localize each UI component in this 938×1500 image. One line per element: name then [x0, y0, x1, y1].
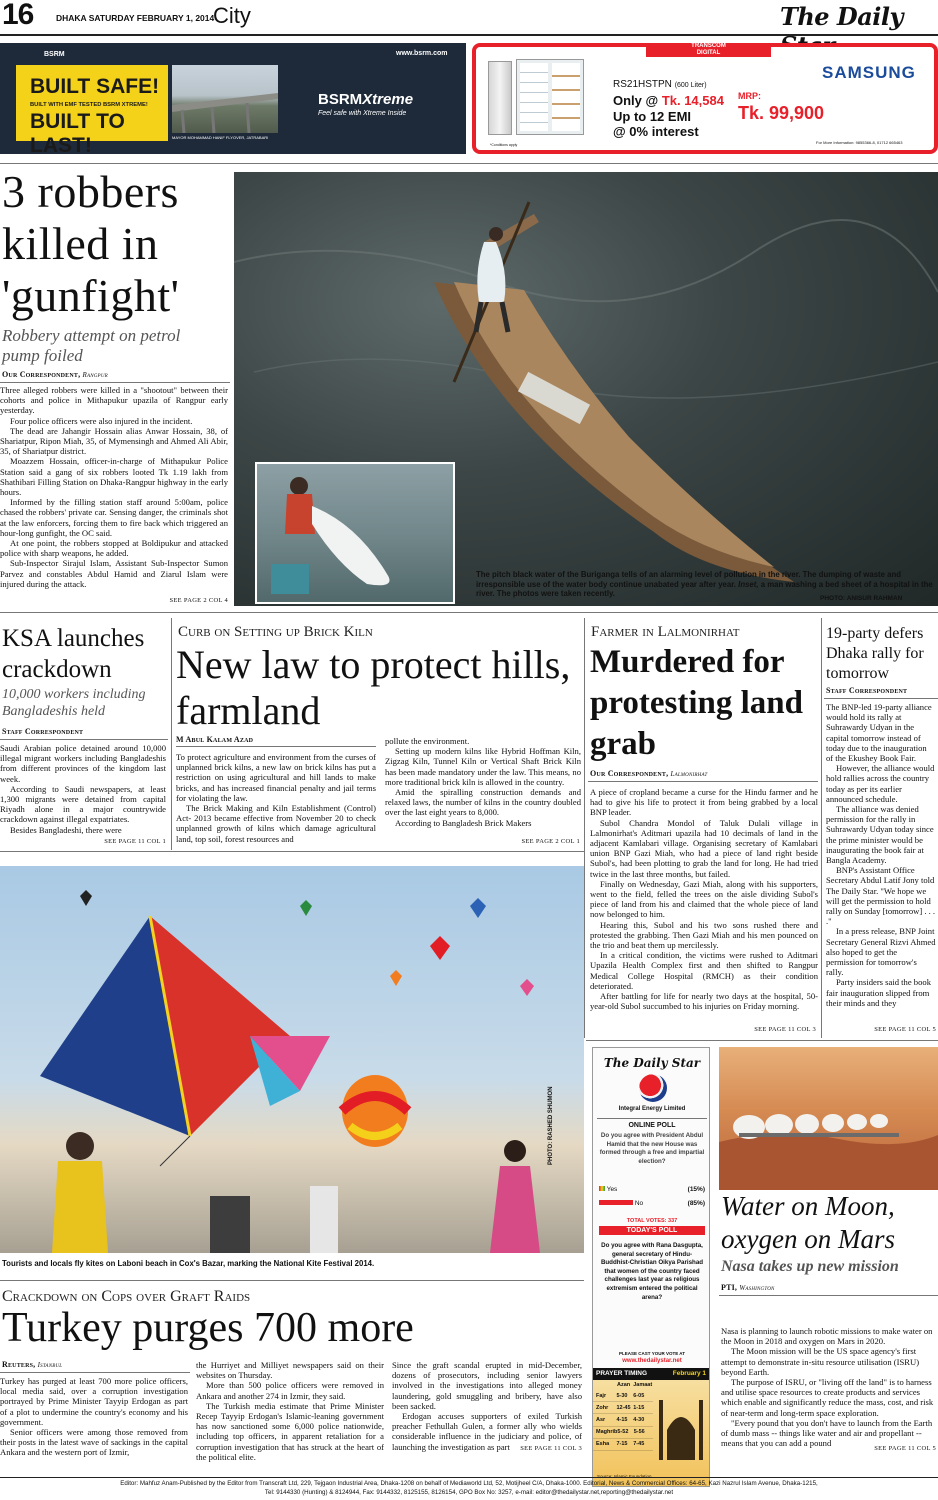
todays-poll-question: Do you agree with Rana Dasgupta, general secretary of Hindu-Buddhist-Christian Oikya Parishad that women of the country faced challenges last year as religious extremism entered the political arena? [600, 1242, 704, 1301]
murder-jump[interactable]: SEE PAGE 11 COL 3 [754, 1026, 816, 1033]
prayer-date: February 1 [672, 1370, 706, 1377]
murder-dateline: Lalmonirhat [670, 770, 708, 778]
prayer-head-azan: Azan [617, 1382, 631, 1388]
robbers-p3: The dead are Jahangir Hossain alias Anwar Hossain, 38, of Shariatpur, Ripon Miah, 35, of Mymensingh and Ahmed Ali Abir, 35, of Shariatpur district. [0, 425, 228, 457]
bnp-p1: The BNP-led 19-party alliance would hold its rally at Suhrawardy Udyan in the capital tomorrow instead of today due to the inauguration of the Ekushey Book Fair. [826, 702, 932, 764]
robbers-p7: Sub-Inspector Sirajul Islam, Assistant Sub-Inspector Sumon Parvez and constables Abdul Hamid and Ziarul Islam were injured during the attack. [0, 558, 228, 589]
mars-habitat-drawing [719, 1047, 938, 1190]
prayer-row [593, 1402, 653, 1414]
prayer-rows [593, 1390, 653, 1451]
robbers-dateline: Rangpur [82, 371, 108, 379]
moon-body [721, 1326, 936, 1448]
bsrm-tagline: Feel safe with Xtreme Inside [318, 110, 407, 117]
kites-caption: Tourists and locals fly kites on Laboni beach in Cox's Bazar, marking the National Kite Festival 2014. [2, 1259, 375, 1268]
turkey-byline [2, 1360, 62, 1369]
prayer-name: Fajr [596, 1392, 607, 1399]
robbers-byline [2, 370, 108, 379]
poll-yes-label: Yes [606, 1186, 618, 1193]
murder-p6: After battling for life for nearly two days at the hospital, 50-year-old Subol succumbed to his injuries on Friday morning. [590, 991, 818, 1012]
prayer-row [593, 1427, 653, 1439]
prayer-head-jamaat: Jamaat [633, 1382, 653, 1388]
poll-no-pct: (85%) [687, 1200, 705, 1207]
murder-headline: Murdered for protesting land grab [590, 644, 804, 762]
robbers-byline-rule [0, 382, 230, 383]
bnp-p5: In a press release, BNP Joint Secretary General Rizvi Ahmed also hoped to get the permission for tomorrow's rally. [826, 926, 936, 978]
prayer-row [593, 1439, 653, 1451]
bnp-rule [824, 698, 938, 699]
prayer-jamaat-time: 1-15 [633, 1404, 645, 1411]
turkey-kicker: Crackdown on Cops over Graft Raids [2, 1288, 251, 1305]
bsrm-xtreme-logo [318, 91, 413, 108]
kites-photo-credit: PHOTO: RASHED SHUMON [548, 1086, 554, 1165]
bsrm-small-logo: BSRM [44, 51, 65, 58]
prayer-jamaat-time: 6-05 [633, 1392, 645, 1399]
kiln-byline-rule [176, 746, 376, 747]
cast-vote-label: PLEASE CAST YOUR VOTE AT [619, 1351, 685, 1356]
bnp-byline: Staff Correspondent [826, 686, 908, 695]
paper-nameplate: The Daily [780, 2, 903, 31]
kiln-col2-p4: According to Bangladesh Brick Makers [395, 817, 532, 828]
page-number: 16 [2, 0, 34, 31]
robbers-p5: Informed by the filling station staff around 5:00am, police chased the robbers' private car. Sensing danger, the criminals shot at the law enforcers, forcing them to fire back which triggered an hour-long gunfight, the OC said. [0, 497, 228, 538]
prayer-box [593, 1368, 709, 1486]
moon-subhead: Nasa takes up new mission [721, 1258, 899, 1275]
robbers-headline: 3 robbers killed in 'gunfight' [2, 166, 180, 321]
bsrm-url: www.bsrm.com [396, 50, 448, 57]
poll-question: Do you agree with President Abdul Hamid that the new House was formed through a free and impartial election? [599, 1132, 705, 1165]
kiln-col2-p3: Amid the spiralling construction demands and relaxed laws, the number of kilns in the country doubled over the last eight years to 8,000. [385, 787, 581, 818]
moon-byline [721, 1283, 775, 1292]
moon-p3: The purpose of ISRU, or "living off the land" is to harness and utilise space resources to create products and services which enable and significantly reduce the mass, cost, and risk of near-term and long-term space exploration. [721, 1377, 934, 1418]
prayer-azan-time: 7-15 [616, 1441, 628, 1448]
conditions: *Conditions apply [490, 143, 518, 147]
bnp-jump[interactable]: SEE PAGE 11 COL 5 [874, 1026, 936, 1033]
murder-p2: Subol Chandra Mondol of Taluk Dulali village in Lalmonirhat's Aditmari upazila had 10 decimals of land in the adjacent Kamlabari village. Organising secretary of Kamlabari union BNP Gazi Miah, who had a piece of land right beside Subol's, had been plotting to grab the land for long. He had tried twice in the last three months, but failed. [590, 817, 818, 879]
moon-jump[interactable]: SEE PAGE 11 COL 5 [874, 1445, 936, 1452]
transcom-top-b: DIGITAL [696, 50, 721, 56]
murder-col-rule [821, 618, 822, 1038]
bsrm-logo-a: BSRM [318, 91, 363, 108]
kiln-col1 [176, 752, 376, 844]
prayer-name: Esha [596, 1441, 610, 1448]
bsrm-photo-caption: MAYOR MOHAMMAD HANIF FLYOVER, JATRABARI [172, 135, 269, 140]
turkey-col2-p1: the Hurriyet and Milliyet newspapers said on their websites on Thursday. [196, 1360, 384, 1381]
todays-poll-title: TODAY'S POLL [599, 1226, 705, 1235]
moon-p2: The Moon mission will be the US space agency's first attempt to demonstrate in-situ resource utilisation (ISRU) beyond Earth. [721, 1346, 920, 1377]
prayer-name: Asr [596, 1416, 606, 1423]
turkey-col3-p1: Since the graft scandal erupted in mid-December, dozens of prosecutors, including senior lawyers involved in the investigations into alleged money laundering, gold smuggling and bribery, have also been sacked. [392, 1360, 582, 1411]
prayer-row [593, 1390, 653, 1402]
ksa-body [0, 743, 166, 835]
poll-no-bar [599, 1200, 633, 1205]
turkey-headline: Turkey purges 700 more [2, 1305, 414, 1351]
kiln-bottom-rule [0, 851, 584, 852]
moon-dateline: Washington [739, 1284, 775, 1292]
inset-washing-photo [255, 462, 455, 604]
poll-url[interactable]: www.thedailystar.net [622, 1358, 682, 1364]
poll-yes-pct: (15%) [687, 1186, 705, 1193]
footer-rule [0, 1477, 938, 1478]
poll-option-yes [599, 1186, 705, 1193]
fridge-single [488, 61, 512, 135]
moon-p1: Nasa is planning to launch robotic missions to make water on the Moon in 2018 and oxygen on Mars in 2020. [721, 1326, 933, 1347]
murder-p4: Hearing this, Subol and his two sons rushed there and protested the grabbing. Then Gazi Miah and his men pounced on the trio and beat them up mercilessly. [590, 919, 818, 951]
bnp-headline: 19-party defers Dhaka rally for tomorrow [826, 625, 924, 682]
poll-rule-1 [597, 1118, 707, 1119]
bsrm-headline-2: BUILT TO LAST! [30, 110, 125, 157]
ksa-col-rule [171, 618, 172, 850]
bsrm-headline-1: BUILT SAFE! [30, 75, 160, 98]
prayer-azan-time: 12-45 [616, 1404, 631, 1411]
poll-no-label: No [634, 1200, 644, 1207]
poll-yes-bar [599, 1186, 605, 1191]
ksa-p3: Besides Bangladeshi, there were [10, 824, 122, 835]
turkey-col1-p1: Turkey has purged at least 700 more police officers, local media said, over a corruption investigation portrayed by Prime Minister Tayyip Erdogan as part of a plot to undermine the country's economy and his government. [0, 1376, 188, 1427]
robbers-body [0, 385, 228, 593]
murder-rule [588, 781, 818, 782]
prayer-name: Zohr [596, 1404, 609, 1411]
ksa-rule [0, 739, 168, 740]
prayer-azan-time: 5-30 [616, 1392, 628, 1399]
moon-p4: "Every pound that you don't have to launch from the Earth of dumb mass -- things like water and air and propellant -- means that you can add a pound [721, 1417, 933, 1449]
samsung-ad[interactable] [472, 43, 938, 154]
river-caption-main: The pitch black water of the Buriganga tells of an alarming level of pollution in the river. The dumping of waste and irresponsible use of the water body continue unabated year after year. [476, 570, 901, 589]
moon-headline: Water on Moon, oxygen on Mars [721, 1191, 895, 1254]
kiln-jump[interactable]: SEE PAGE 2 COL 1 [521, 838, 580, 845]
robbers-p4: Moazzem Hossain, officer-in-charge of Mithapukur Police Station said a gang of six robbers looted Tk 1.19 lakh from Shathibari Filling Station on Dhaka-Rangpur highway in the early hours. [0, 456, 228, 498]
murder-kicker: Farmer in Lalmonirhat [591, 624, 740, 640]
flyover-drawing [172, 65, 278, 133]
poll-total-votes: TOTAL VOTES: 337 [626, 1218, 678, 1224]
ksa-headline: KSA launches crackdown [2, 625, 145, 683]
prayer-azan-time: 5-52 [617, 1429, 629, 1436]
turkey-col3-p2: Erdogan accuses supporters of exiled Turkish preacher Fethullah Gulen, a former ally who wields considerable influence in the judiciary and police, of launching the investigation as part [392, 1411, 582, 1452]
mrp-label: MRP: [738, 91, 761, 101]
washing-drawing [257, 464, 455, 604]
river-caption-rest: a man washing a bed sheet of a hospital in the river. The photos were taken recently. [476, 579, 933, 598]
mosque-icon [655, 1390, 707, 1470]
prayer-name: Maghrib [596, 1429, 618, 1436]
prayer-jamaat-time: 7-45 [633, 1441, 645, 1448]
kiln-col2-p1: pollute the environment. [385, 736, 470, 746]
section-rule-1 [0, 612, 938, 613]
robbers-subhead: Robbery attempt on petrol pump foiled [2, 326, 181, 365]
ksa-subhead: 10,000 workers including Bangladeshis held [2, 687, 146, 719]
turkey-col3 [392, 1360, 582, 1452]
fridge-model-name: RS21HSTPN [613, 79, 672, 90]
river-photo-credit: PHOTO: ANISUR RAHMAN [820, 595, 903, 602]
bnp-p4: BNP's Assistant Office Secretary Abdul Latif Jony told The Daily Star. "We hope we will get the permission to hold rally on Sunday [tomorrow] . . . ." [826, 865, 936, 927]
fridge-double-open [516, 59, 584, 135]
kiln-kicker: Curb on Setting up Brick Kiln [178, 624, 373, 640]
kiln-col1-p1: To protect agriculture and environment from the curses of unplanned brick kilns, a new law on brick kilns has put a restriction on using agricultural and hill lands to make bricks, and has increased financial penalty and jail terms for violating the law. [176, 752, 376, 803]
more-info: For More Information: 9855366-8, 01712 665463 [816, 140, 903, 145]
prayer-jamaat-time: 4-30 [633, 1416, 645, 1423]
river-caption-inset: Inset, [738, 579, 759, 589]
prayer-header [593, 1368, 709, 1380]
prayer-jamaat-time: 5-56 [633, 1429, 645, 1436]
sponsor-logo-icon [639, 1074, 667, 1102]
turkey-col2 [196, 1360, 384, 1462]
turkey-byline-name: Reuters, [2, 1360, 36, 1369]
poll-paper-logo: The Daily Star [603, 1056, 701, 1070]
section-rule-3 [0, 1280, 584, 1281]
ksa-jump[interactable]: SEE PAGE 11 COL 1 [104, 838, 166, 845]
bnp-p6: Party insiders said the book fair inauguration slipped from their minds and they [826, 977, 931, 1008]
moon-byline-name: PTI, [721, 1283, 738, 1292]
offer-price: Tk. 14,584 [661, 93, 724, 108]
fridge-model [613, 79, 707, 90]
online-poll-box[interactable] [592, 1047, 710, 1487]
section-rule-2 [586, 1040, 938, 1041]
emi-line: Up to 12 EMI [613, 109, 692, 124]
murder-body [590, 787, 818, 1011]
murder-p5: In a critical condition, the victims were rushed to Aditmari Upazila Health Complex first and then shifted to Rangpur Medical College Hospital (RMCH) as their condition deteriorated. [590, 950, 818, 991]
turkey-col1-p2: Senior officers were among those removed from their posts in the latest wave of sackings in the capital Ankara and the western port of Izmir, [0, 1427, 188, 1458]
bsrm-logo-b: Xtreme [362, 91, 414, 108]
footer-imprint-2: Tel: 9144330 (Hunting) & 8124944, Fax: 9144332, 8125155, 8126154, GPO Box No: 3257, e-mail: editor@thedailystar.net,reporting@thedailystar.net [264, 1489, 674, 1496]
prayer-row [593, 1414, 653, 1426]
bnp-body [826, 702, 936, 1008]
turkey-byline-rule [0, 1372, 190, 1373]
offer-line [613, 93, 724, 108]
murder-byline [590, 769, 708, 778]
prayer-col-heads [617, 1382, 652, 1388]
poll-option-no [599, 1200, 705, 1207]
bnp-p2: However, the alliance would hold rallies across the country today as per its earlier announced schedule. [826, 763, 935, 804]
robbers-jump[interactable]: SEE PAGE 2 COL 4 [169, 597, 228, 604]
section-name: City [213, 3, 251, 28]
moon-rule [719, 1295, 938, 1296]
robbers-p1: Three alleged robbers were killed in a "shootout" between their cohorts and police in Mithapukur upazila of Rangpur early yesterday. [0, 385, 228, 416]
ksa-p1: Saudi Arabian police detained around 10,000 illegal migrant workers including Bangladeshis from different provinces of the kingdom last week. [0, 743, 166, 784]
robbers-p6: At one point, the robbers stopped at Boldipukur and attacked police with sharp weapons, he added. [0, 538, 228, 559]
prayer-title: PRAYER TIMING [596, 1370, 648, 1377]
bsrm-ad[interactable] [0, 43, 466, 157]
prayer-azan-time: 4-15 [616, 1416, 628, 1423]
poll-title: ONLINE POLL [628, 1122, 676, 1129]
only-label: Only @ [613, 93, 659, 108]
ksa-byline: Staff Correspondent [2, 727, 84, 736]
kiln-col-rule [584, 618, 585, 1038]
murder-p1: A piece of cropland became a curse for the Hindu farmer and he had to give his life to protect it from being grabbed by a local BNP leader. [590, 787, 818, 818]
kiln-col2-p2: Setting up modern kilns like Hybrid Hoffman Kiln, Zigzag Kiln, Tunnel Kiln or Vertical Shaft Brick Kiln has been made mandatory under the law. This means, no more traditional brick kiln is allowed in the country. [385, 746, 581, 787]
samsung-logo: SAMSUNG [822, 63, 916, 82]
interest-line: @ 0% interest [613, 124, 699, 139]
bsrm-yellow-panel [16, 65, 168, 157]
masthead-rule [0, 34, 938, 36]
poll-sponsor: Integral Energy Limited [618, 1106, 686, 1112]
ksa-p2: According to Saudi newspapers, at least 1,300 migrants were detained from capital Riyadh alone in a major countrywide crackdown against illegal expatriates. [0, 783, 166, 825]
turkey-col2-p3: The Turkish media estimate that Prime Minister Recep Tayyip Erdogan's Islamic-leaning government has now sanctioned some 6,000 police nationwide, including top officers, in apparent retaliation for a corruption investigation that has struck at the heart of the political elite. [196, 1400, 384, 1462]
page-date: DHAKA SATURDAY FEBRUARY 1, 2014 [56, 13, 215, 23]
kites-drawing [0, 866, 584, 1253]
transcom-tab [646, 43, 771, 57]
turkey-jump[interactable]: SEE PAGE 11 COL 3 [520, 1445, 582, 1452]
turkey-col1 [0, 1376, 188, 1458]
kiln-byline: M Abul Kalam Azad [176, 735, 254, 744]
bsrm-subline: BUILT WITH EMF TESTED BSRM XTREME! [30, 102, 148, 108]
mrp-price: Tk. 99,900 [738, 103, 825, 123]
bsrm-flyover-photo [172, 65, 278, 133]
kiln-col2 [385, 736, 581, 828]
transcom-top-a: TRANSCOM [691, 43, 726, 49]
robbers-byline-name: Our Correspondent, [2, 370, 81, 379]
fridge-capacity: (600 Liter) [674, 82, 707, 89]
mars-photo [719, 1047, 938, 1190]
kiln-col1-p2: The Brick Making and Kiln Establishment (Control) Act- 2013 became effective from November 20 to check unplanned growth of kilns which damage agricultural land, top soil, forest resources and [176, 803, 376, 844]
kites-photo [0, 866, 584, 1253]
turkey-dateline: Istanbul [37, 1361, 63, 1369]
robbers-p2: Four police officers were also injured in the incident. [10, 415, 193, 426]
murder-byline-name: Our Correspondent, [590, 769, 669, 778]
kiln-headline: New law to protect hills, farmland [176, 642, 571, 733]
footer-imprint-1: Editor: Mahfuz Anam-Published by the Editor from Transcraft Ltd, 229, Tejgaon Industrial Area, Dhaka-1208 on behalf of Mediaworld Ltd, 52, Motijheel C/A, Dhaka-1000. Editorial, News & Commercial Offices: 64-65, Kazi Nazrul Islam Avenue, Dhaka-1215, [120, 1480, 818, 1487]
ads-rule [0, 163, 938, 164]
murder-p3: Finally on Wednesday, Gazi Miah, along with his supporters, went to the field, felled the trees on the aisle dividing Subol's piece of land from his and claimed that the whole piece of land now belonged to him. [590, 878, 818, 920]
bnp-p3: The alliance was denied permission for the rally in Suhrawardy Udyan today since the prime minister would be inaugurating the book fair at Bangla Academy. [826, 804, 934, 866]
turkey-col2-p2: More than 500 police officers were removed in Ankara and another 274 in Izmir, they said. [196, 1380, 384, 1401]
